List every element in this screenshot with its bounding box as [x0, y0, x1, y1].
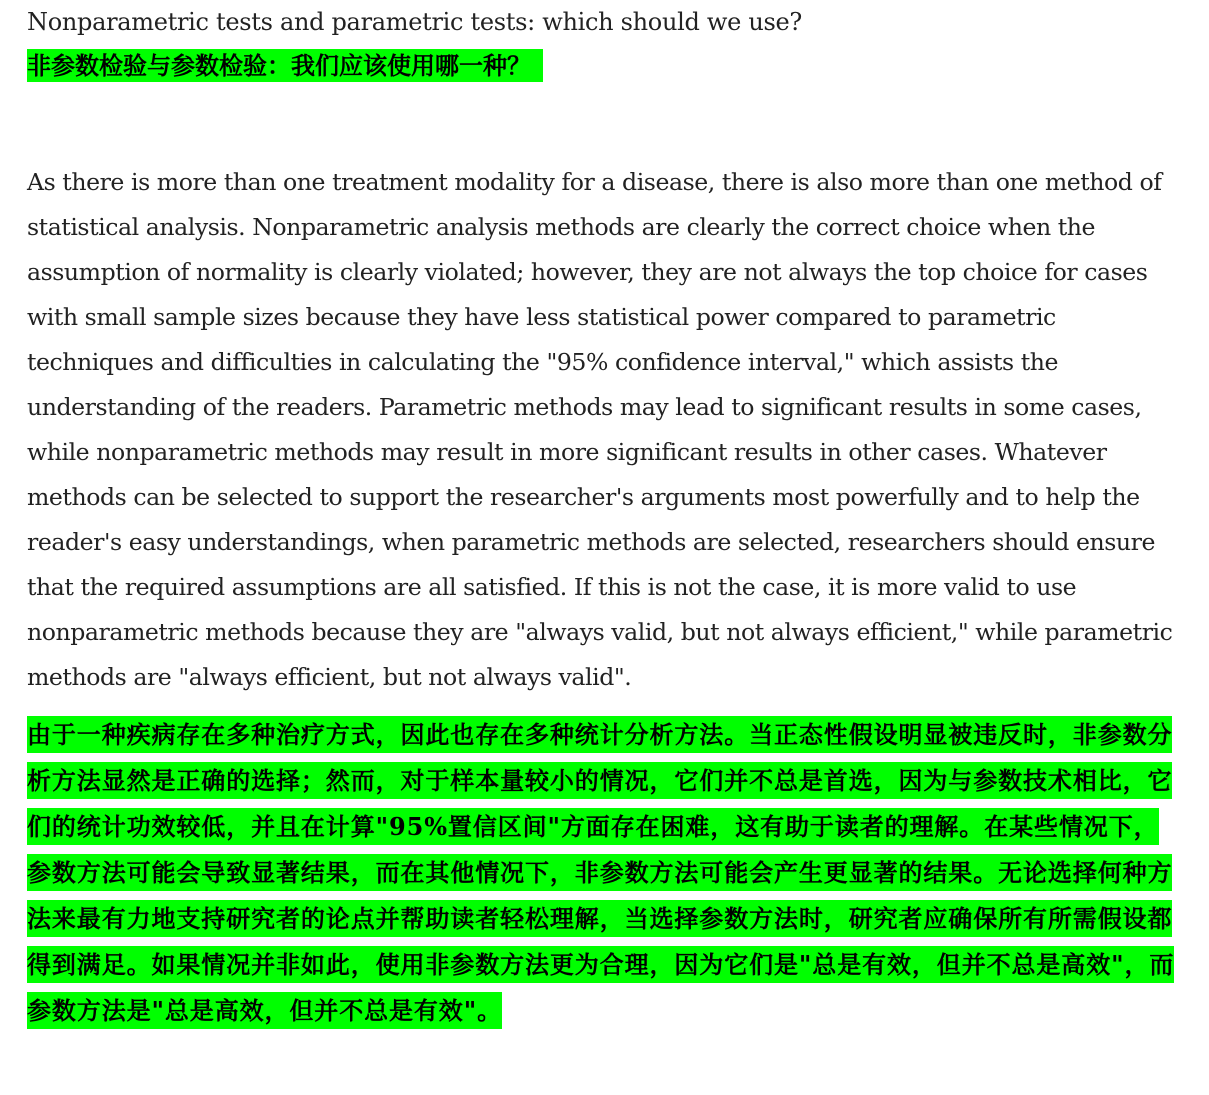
document-page: [27, 0, 1187, 1034]
paragraph-chinese-block: [27, 712, 1177, 1034]
title-chinese: 非参数检验与参数检验：我们应该使用哪一种？: [27, 49, 543, 82]
title-english: Nonparametric tests and parametric tests: which should we use?: [27, 8, 802, 36]
title-chinese-block: [27, 48, 1187, 84]
paragraph-chinese: 由于一种疾病存在多种治疗方式，因此也存在多种统计分析方法。当正态性假设明显被违反时，非参数分析方法显然是正确的选择；然而，对于样本量较小的情况，它们并不总是首选，因为与参数技术相比，它们的统计功效较低，并且在计算"95%置信区间"方面存在困难，这有助于读者的理解。在某些情况下，参数方法可能会导致显著结果，而在其他情况下，非参数方法可能会产生更显著的结果。无论选择何种方法来最有力地支持研究者的论点并帮助读者轻松理解，当选择参数方法时，研究者应确保所有所需假设都得到满足。如果情况并非如此，使用非参数方法更为合理，因为它们是"总是有效，但并不总是高效"，而参数方法是"总是高效，但并不总是有效"。: [27, 716, 1174, 1029]
paragraph-english: As there is more than one treatment modality for a disease, there is also more than one method of statistical analysis. Nonparametric analysis methods are clearly the correct choice when the assumption of normality is clearly violated; however, they are not always the top choice for cases with small sample sizes because they have less statistical power compared to parametric techniques and difficulties in calculating the "95% confidence interval," which assists the understanding of the readers. Parametric methods may lead to significant results in some cases, while nonparametric methods may result in more significant results in other cases. Whatever methods can be selected to support the researcher's arguments most powerfully and to help the reader's easy understandings, when parametric methods are selected, researchers should ensure that the required assumptions are all satisfied. If this is not the case, it is more valid to use nonparametric methods because they are "always valid, but not always efficient," while parametric methods are "always efficient, but not always valid".: [27, 168, 1173, 691]
